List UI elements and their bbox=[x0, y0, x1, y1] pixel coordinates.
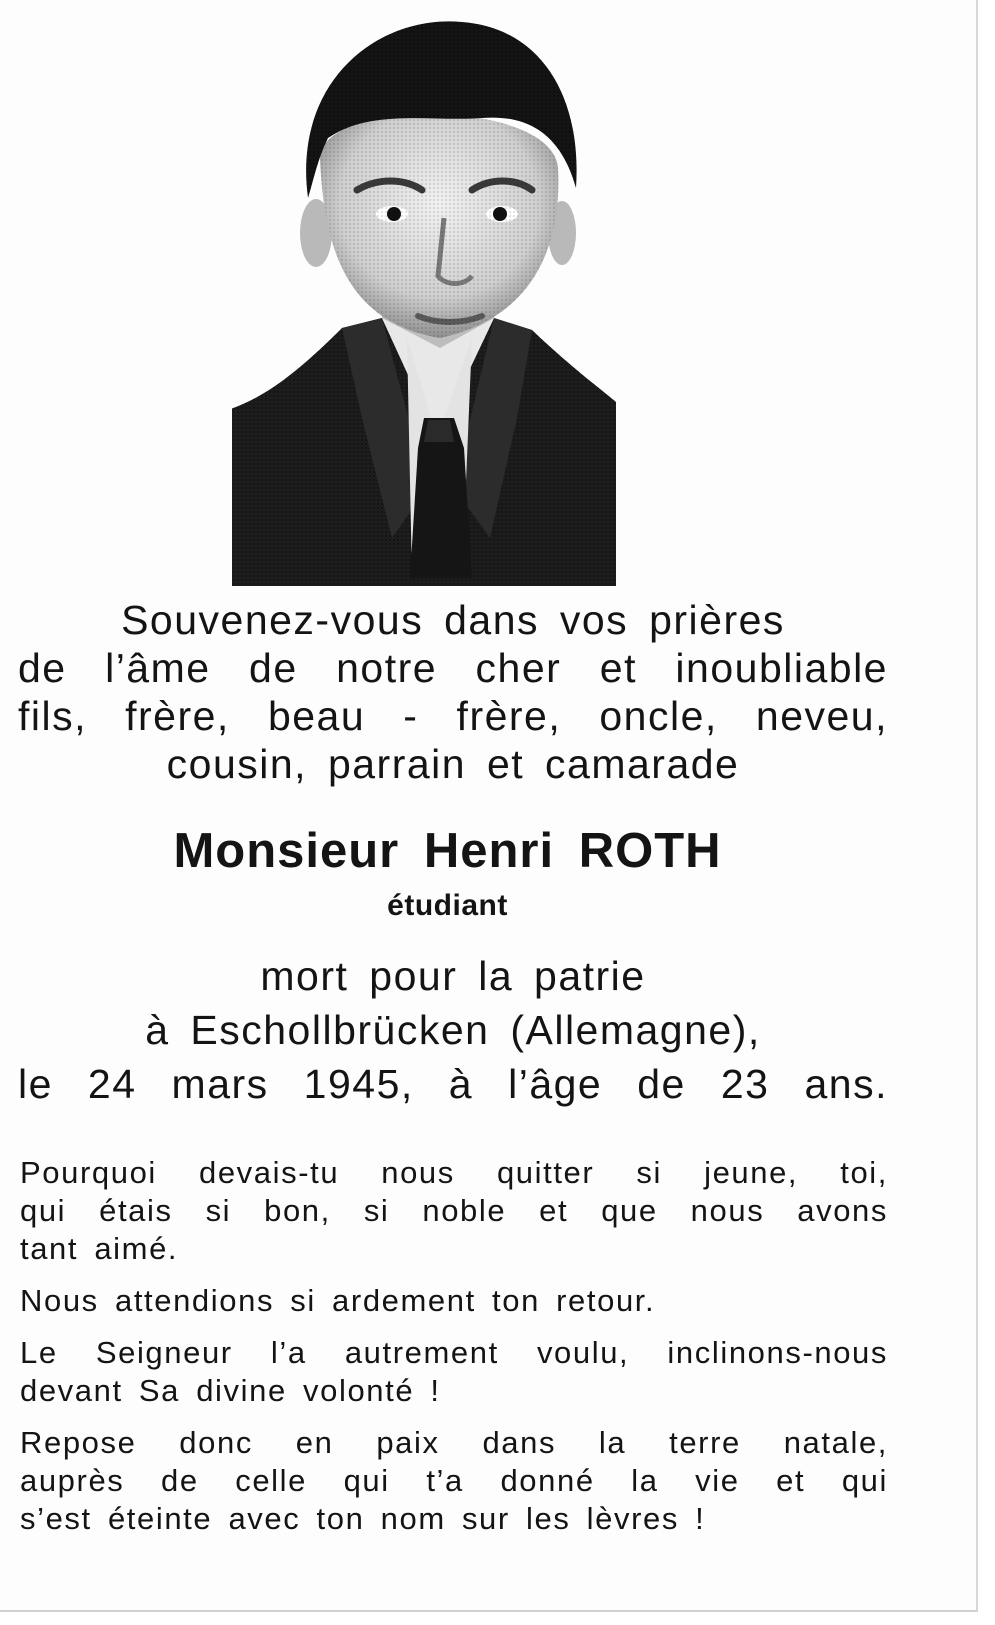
memorial-poem bbox=[20, 1140, 888, 1552]
death-line-3: le 24 mars 1945, à l’âge de 23 ans. bbox=[18, 1061, 888, 1107]
portrait-image bbox=[232, 18, 638, 586]
poem-line: Repose donc en paix dans la terre natale, bbox=[20, 1425, 888, 1460]
poem-line: s’est éteinte avec ton nom sur les lèvres ! bbox=[20, 1501, 706, 1536]
verse-line-1: Souvenez-vous dans vos prières bbox=[121, 597, 785, 643]
death-line-1: mort pour la patrie bbox=[260, 953, 646, 999]
death-line-2: à Eschollbrücken (Allemagne), bbox=[145, 1007, 761, 1053]
verse-line-3: fils, frère, beau - frère, oncle, neveu, bbox=[18, 693, 888, 739]
poem-line: tant aimé. bbox=[20, 1231, 179, 1266]
poem-line: qui étais si bon, si noble et que nous avons bbox=[20, 1193, 888, 1228]
prayer-verse bbox=[18, 596, 888, 788]
verse-line-4: cousin, parrain et camarade bbox=[166, 741, 740, 787]
poem-line: auprès de celle qui t’a donné la vie et qui bbox=[20, 1463, 888, 1498]
poem-line: Pourquoi devais-tu nous quitter si jeune, toi, bbox=[20, 1155, 888, 1190]
portrait-photo bbox=[232, 18, 638, 586]
deceased-name: Monsieur Henri ROTH bbox=[173, 824, 722, 878]
deceased-profession: étudiant bbox=[387, 889, 508, 922]
poem-line: devant Sa divine volonté ! bbox=[20, 1373, 441, 1408]
death-details bbox=[18, 949, 888, 1111]
verse-line-2: de l’âme de notre cher et inoubliable bbox=[18, 645, 888, 691]
poem-line: Le Seigneur l’a autrement voulu, inclinons-nous bbox=[20, 1335, 888, 1370]
poem-line: Nous attendions si ardement ton retour. bbox=[20, 1283, 656, 1318]
